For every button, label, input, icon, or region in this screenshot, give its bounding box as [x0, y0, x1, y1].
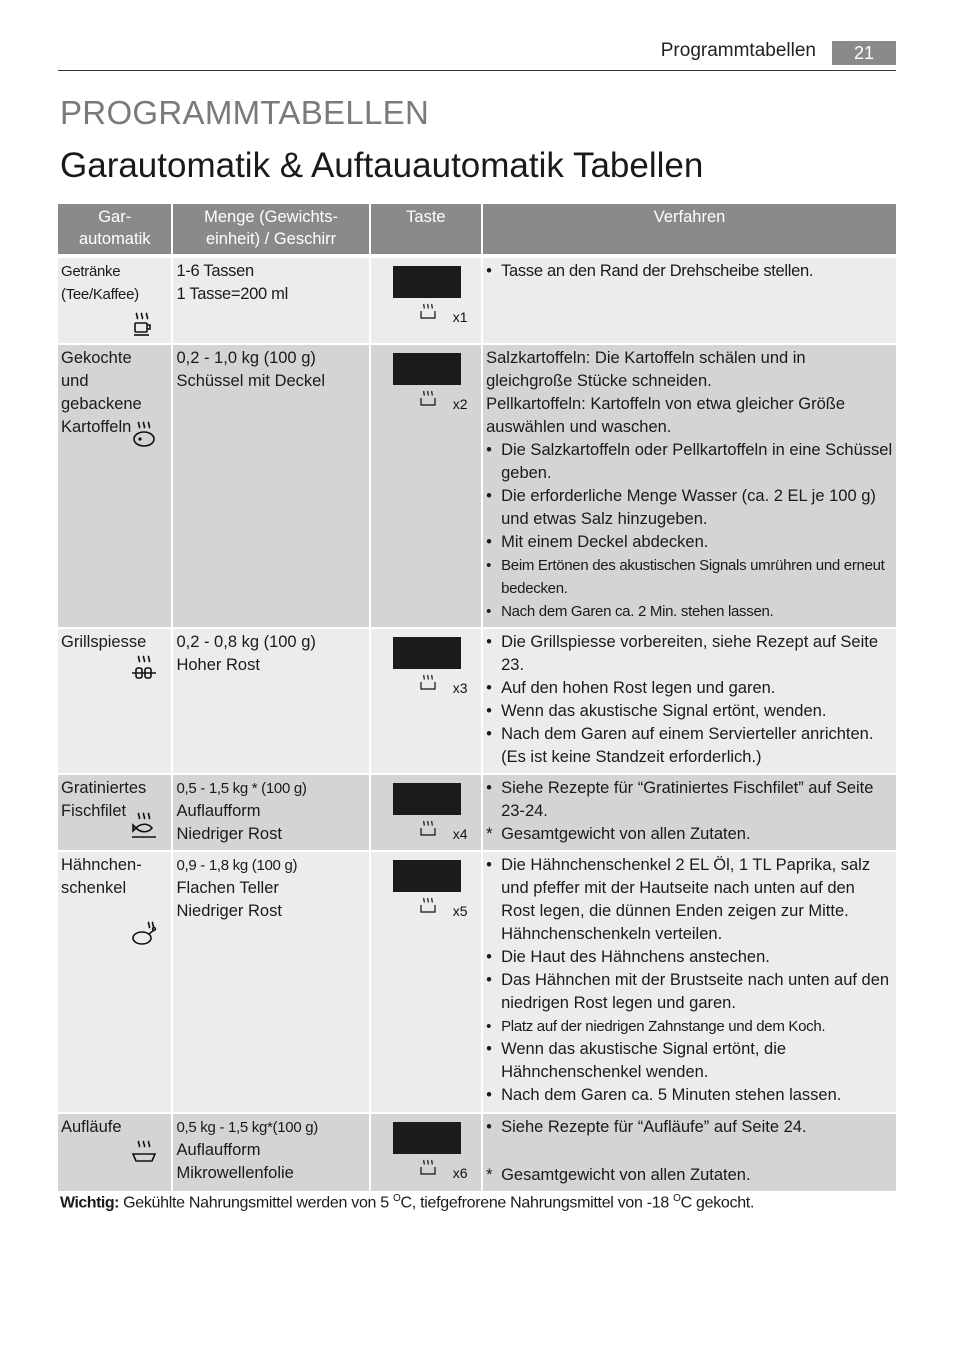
potato-icon: [131, 419, 157, 453]
table-row: [58, 628, 896, 774]
procedure-step: • Die Haut des Hähnchens anstechen.: [486, 946, 893, 969]
program-name: Gekochte und gebackene Kartoffeln: [61, 349, 142, 436]
quantity-cell: 0,2 - 0,8 kg (100 g) Hoher Rost: [172, 628, 369, 774]
page-title: Garautomatik & Auftauautomatik Tabellen: [60, 146, 704, 185]
procedure-step: • Wenn das akustische Signal ertönt, wenden.: [486, 700, 893, 723]
oven-display: [393, 266, 461, 298]
auto-program-key-icon: [419, 673, 437, 693]
auto-program-key-icon: [419, 302, 437, 322]
program-name-cell: [58, 256, 172, 344]
table-row: [58, 344, 896, 628]
procedure-step: • Platz auf der niedrigen Zahnstange und dem Koch.: [486, 1015, 893, 1038]
procedure-step: • Nach dem Garen ca. 5 Minuten stehen lassen.: [486, 1084, 893, 1107]
program-name: Gratiniertes Fischfilet: [61, 779, 147, 820]
press-count: x5: [452, 903, 468, 919]
procedure-cell: [482, 344, 896, 628]
press-count: x1: [452, 309, 468, 325]
program-name-cell: [58, 851, 172, 1113]
procedure-cell: [482, 774, 896, 851]
chicken-leg-icon: [131, 916, 157, 950]
press-count: x6: [452, 1165, 468, 1181]
table-row: [58, 851, 896, 1113]
program-name-cell: [58, 774, 172, 851]
program-name: Grillspiesse: [61, 633, 147, 651]
column-header-verfahren: Verfahren: [482, 204, 896, 256]
program-name-cell: [58, 628, 172, 774]
procedure-cell: [482, 256, 896, 344]
skewer-icon: [131, 653, 157, 687]
press-count: x3: [452, 680, 468, 696]
procedure-step: • Die Hähnchenschenkel 2 EL Öl, 1 TL Paprika, salz und pfeffer mit der Hautseite nach unten auf den Rost legen, die dünnen Enden zeigen zur Mitte. Hähnchenschenkeln verteilen.: [486, 854, 893, 946]
procedure-footnote: * Gesamtgewicht von allen Zutaten.: [486, 1164, 893, 1187]
column-header-taste: Taste: [370, 204, 482, 256]
procedure-step: • Siehe Rezepte für “Aufläufe” auf Seite 24.: [486, 1116, 893, 1139]
table-row: [58, 1113, 896, 1192]
key-cell: [370, 344, 482, 628]
procedure-step: • Das Hähnchen mit der Brustseite nach unten auf den niedrigen Rost legen und garen.: [486, 969, 893, 1015]
oven-display: [393, 637, 461, 669]
oven-display: [393, 860, 461, 892]
procedure-step: • Siehe Rezepte für “Gratiniertes Fischfilet” auf Seite 23-24.: [486, 777, 893, 823]
oven-display: [393, 783, 461, 815]
fish-icon: [131, 811, 157, 845]
header-section-title: Programmtabellen: [660, 40, 816, 61]
casserole-icon: [131, 1138, 157, 1172]
program-name-cell: [58, 344, 172, 628]
cup-icon: [131, 310, 157, 344]
procedure-step: • Die erforderliche Menge Wasser (ca. 2 EL je 100 g) und etwas Salz hinzugeben.: [486, 485, 893, 531]
key-cell: [370, 851, 482, 1113]
program-name: Hähnchen- schenkel: [61, 856, 142, 897]
section-heading: PROGRAMMTABELLEN: [60, 94, 430, 131]
procedure-cell: [482, 1113, 896, 1192]
oven-display: [393, 353, 461, 385]
procedure-footnote: * Gesamtgewicht von allen Zutaten.: [486, 823, 893, 846]
auto-program-key-icon: [419, 819, 437, 839]
quantity-cell: 0,5 kg - 1,5 kg*(100 g) Auflaufform Mikrowellenfolie: [172, 1113, 369, 1192]
table-header-row: [58, 204, 896, 256]
key-cell: [370, 774, 482, 851]
page-header: [58, 38, 896, 71]
oven-display: [393, 1122, 461, 1154]
quantity-cell: 0,2 - 1,0 kg (100 g) Schüssel mit Deckel: [172, 344, 369, 628]
important-note: Wichtig: Gekühlte Nahrungsmittel werden von 5 $^O$C, tiefgefrorene Nahrungsmittel von -18 $^O$C gekocht.: [60, 1193, 755, 1212]
note-label: Wichtig:: [60, 1194, 119, 1212]
procedure-step: • Die Salzkartoffeln oder Pellkartoffeln in eine Schüssel geben.: [486, 439, 893, 485]
press-count: x2: [452, 396, 468, 412]
quantity-cell: 1-6 Tassen 1 Tasse=200 ml: [172, 256, 369, 344]
press-count: x4: [452, 826, 468, 842]
auto-program-key-icon: [419, 389, 437, 409]
program-table: [58, 204, 896, 1193]
page-number: 21: [832, 41, 896, 65]
table-row: [58, 774, 896, 851]
procedure-cell: [482, 628, 896, 774]
procedure-step: • Nach dem Garen ca. 2 Min. stehen lassen.: [486, 600, 893, 623]
auto-program-key-icon: [419, 1158, 437, 1178]
quantity-cell: 0,9 - 1,8 kg (100 g) Flachen Teller Niedriger Rost: [172, 851, 369, 1113]
procedure-intro: Salzkartoffeln: Die Kartoffeln schälen und in gleichgroße Stücke schneiden. Pellkartoffeln: Kartoffeln von etwa gleicher Größe auswählen und waschen.: [486, 349, 846, 436]
program-name: Getränke (Tee/Kaffee): [61, 263, 139, 303]
column-header-menge: Menge (Gewichts- einheit) / Geschirr: [172, 204, 369, 256]
procedure-step: • Auf den hohen Rost legen und garen.: [486, 677, 893, 700]
key-cell: [370, 1113, 482, 1192]
procedure-step: • Die Grillspiesse vorbereiten, siehe Rezept auf Seite 23.: [486, 631, 893, 677]
key-cell: [370, 256, 482, 344]
procedure-step: • Tasse an den Rand der Drehscheibe stellen.: [486, 260, 893, 283]
column-header-garautomatik: Gar- automatik: [58, 204, 172, 256]
procedure-step: • Mit einem Deckel abdecken.: [486, 531, 893, 554]
procedure-cell: [482, 851, 896, 1113]
program-name-cell: [58, 1113, 172, 1192]
table-row: [58, 256, 896, 344]
procedure-step: • Beim Ertönen des akustischen Signals umrühren und erneut bedecken.: [486, 554, 893, 600]
auto-program-key-icon: [419, 896, 437, 916]
procedure-step: • Nach dem Garen auf einem Servierteller anrichten. (Es ist keine Standzeit erforderlich.): [486, 723, 893, 769]
key-cell: [370, 628, 482, 774]
procedure-step: • Wenn das akustische Signal ertönt, die Hähnchenschenkel wenden.: [486, 1038, 893, 1084]
quantity-cell: 0,5 - 1,5 kg * (100 g) Auflaufform Niedriger Rost: [172, 774, 369, 851]
program-name: Aufläufe: [61, 1118, 122, 1136]
